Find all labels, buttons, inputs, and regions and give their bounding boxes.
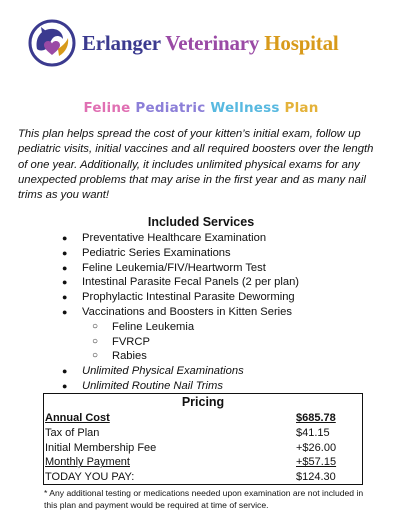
list-item-vaccinations (62, 305, 382, 364)
price-label: Initial Membership Fee (45, 441, 157, 454)
plan-title-word3: Wellness (210, 100, 280, 116)
price-label: Monthly Payment (45, 456, 130, 469)
sub-list-item: ○ Rabies (92, 349, 382, 364)
list-item: ● Prophylactic Intestinal Parasite Deworming (62, 290, 382, 305)
vaccine-sublist (92, 320, 382, 364)
price-row-today-you-pay (44, 470, 362, 485)
plan-description: This plan helps spread the cost of your kitten’s initial exam, follow up pediatric visits, initial vaccines and all required boosters over the length of one year. Additionally, it includes unlimited physical exams for any unexpected problems that may arise in the first year and as many nail trims as you want! (18, 128, 374, 202)
price-row-monthly-payment (44, 455, 362, 470)
services-list (62, 231, 382, 394)
price-label: Annual Cost (45, 412, 110, 424)
services-heading: Included Services (147, 215, 255, 229)
price-amount: +$26.00 (296, 441, 337, 454)
cat-dog-heart-logo-icon (28, 19, 76, 67)
hospital-name-part1: Erlanger (82, 30, 161, 55)
sub-list-item: ○ FVRCP (92, 335, 382, 350)
plan-title (0, 100, 402, 116)
price-amount: +$57.15 (296, 456, 337, 469)
hospital-header (28, 18, 378, 68)
list-item: ● Unlimited Routine Nail Trims (62, 379, 382, 394)
footnote: * Any additional testing or medications needed upon examination are not included in this plan and payment would be required at time of service. (44, 488, 364, 510)
hospital-name-part2: Veterinary (165, 30, 260, 55)
plan-title-word4: Plan (284, 100, 319, 116)
list-item: ● Pediatric Series Examinations (62, 246, 382, 261)
list-item: ● Preventative Healthcare Examination (62, 231, 382, 246)
price-row-membership-fee (44, 441, 362, 456)
list-item: ● Intestinal Parasite Fecal Panels (2 per plan) (62, 275, 382, 290)
price-amount: $685.78 (296, 412, 336, 424)
list-item-label: Vaccinations and Boosters in Kitten Series (82, 305, 292, 318)
list-item: ● Feline Leukemia/FIV/Heartworm Test (62, 261, 382, 276)
hospital-name-part3: Hospital (264, 30, 339, 55)
plan-title-word1: Feline (83, 100, 131, 116)
plan-title-word2: Pediatric (135, 100, 206, 116)
price-row-tax (44, 426, 362, 441)
price-amount: $124.30 (296, 471, 336, 484)
price-label: TODAY YOU PAY: (45, 471, 135, 484)
hospital-name (82, 31, 339, 56)
price-label: Tax of Plan (45, 426, 100, 439)
price-amount: $41.15 (296, 426, 330, 439)
price-row-annual-cost (44, 411, 362, 426)
sub-list-item: ○ Feline Leukemia (92, 320, 382, 335)
list-item: ● Unlimited Physical Examinations (62, 364, 382, 379)
pricing-heading: Pricing (181, 395, 225, 409)
pricing-box (43, 393, 363, 485)
